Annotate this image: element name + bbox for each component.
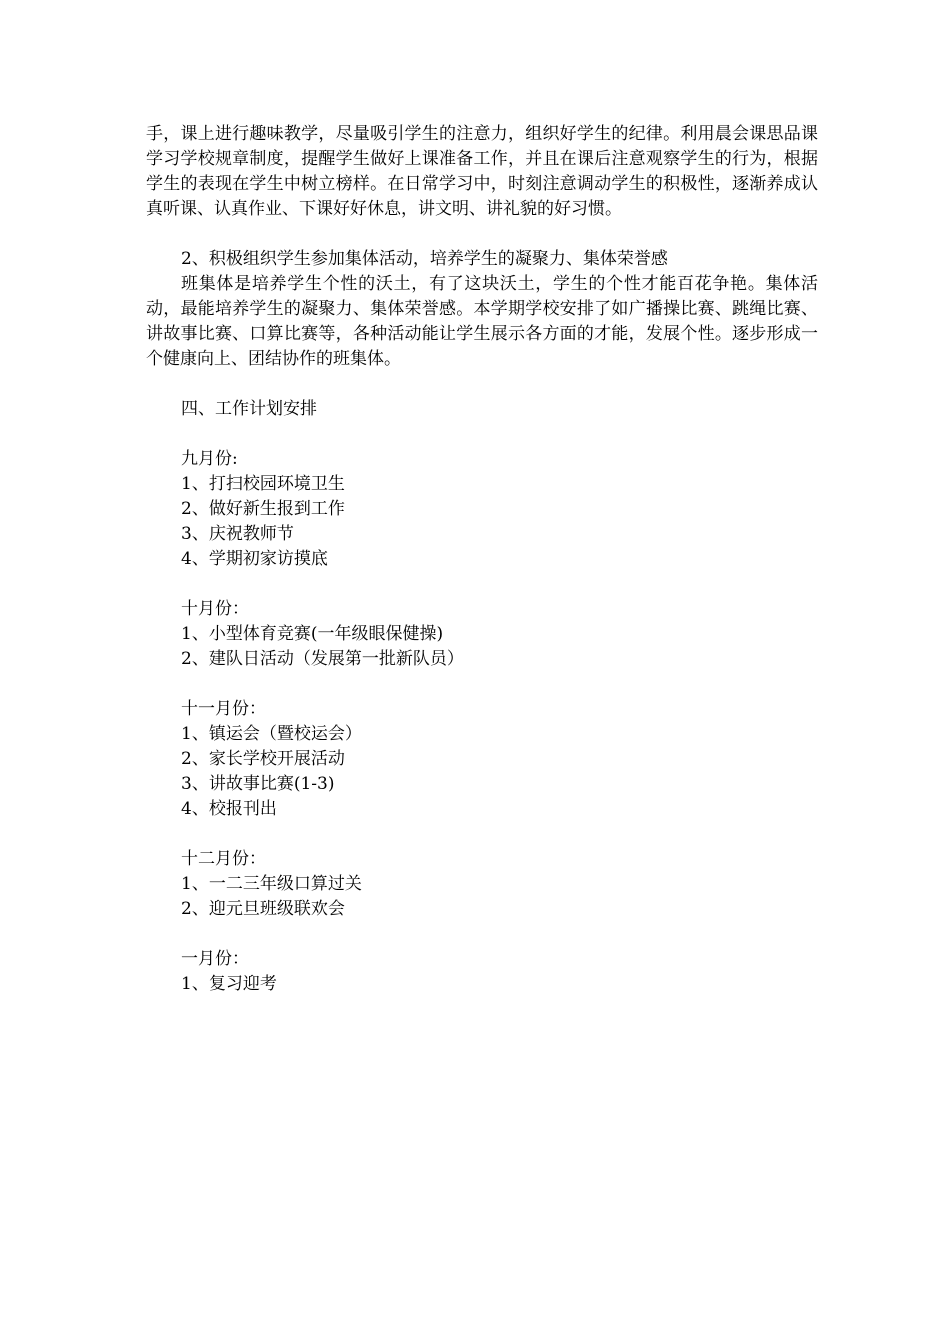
month-label: 一月份：: [181, 949, 249, 969]
list-item: 2、迎元旦班级联欢会: [181, 899, 345, 919]
list-item: 3、讲故事比赛(1-3): [181, 774, 335, 794]
spacer: [146, 222, 818, 247]
spacer: [146, 422, 818, 447]
month-block-november: [146, 697, 818, 822]
month-block-december: [146, 847, 818, 922]
spacer: [146, 922, 818, 947]
month-block-october: [146, 597, 818, 672]
spacer: [146, 672, 818, 697]
paragraph-discipline: 手，课上进行趣味教学，尽量吸引学生的注意力，组织好学生的纪律。利用晨会课思品课学习学校规章制度，提醒学生做好上课准备工作，并且在课后注意观察学生的行为，根据学生的表现在学生中树立榜样。在日常学习中，时刻注意调动学生的积极性，逐渐养成认真听课、认真作业、下课好好休息，讲文明、讲礼貌的好习惯。: [146, 124, 818, 219]
paragraph-collective: 班集体是培养学生个性的沃土，有了这块沃土，学生的个性才能百花争艳。集体活动，最能培养学生的凝聚力、集体荣誉感。本学期学校安排了如广播操比赛、跳绳比赛、讲故事比赛、口算比赛等，各种活动能让学生展示各方面的才能，发展个性。逐步形成一个健康向上、团结协作的班集体。: [146, 274, 818, 369]
list-item: 4、校报刊出: [181, 799, 277, 819]
month-block-september: [146, 447, 818, 572]
list-item: 3、庆祝教师节: [181, 524, 294, 544]
list-item: 2、做好新生报到工作: [181, 499, 345, 519]
list-item: 1、复习迎考: [181, 974, 277, 994]
document-page: [146, 122, 818, 997]
list-item: 1、小型体育竞赛(一年级眼保健操): [181, 624, 444, 644]
month-label: 十二月份：: [181, 849, 266, 869]
spacer: [146, 822, 818, 847]
month-label: 十月份：: [181, 599, 249, 619]
month-block-january: [146, 947, 818, 997]
list-item: 2、家长学校开展活动: [181, 749, 345, 769]
section-heading-work-plan: 四、工作计划安排: [181, 399, 317, 419]
spacer: [146, 372, 818, 397]
list-item: 4、学期初家访摸底: [181, 549, 328, 569]
list-item: 1、打扫校园环境卫生: [181, 474, 345, 494]
month-label: 十一月份：: [181, 699, 266, 719]
list-item: 2、建队日活动（发展第一批新队员）: [181, 649, 464, 669]
list-item: 1、一二三年级口算过关: [181, 874, 362, 894]
month-label: 九月份:: [181, 449, 238, 469]
list-item: 1、镇运会（暨校运会）: [181, 724, 362, 744]
subheading-collective-activities: 2、积极组织学生参加集体活动，培养学生的凝聚力、集体荣誉感: [181, 249, 668, 269]
spacer: [146, 572, 818, 597]
